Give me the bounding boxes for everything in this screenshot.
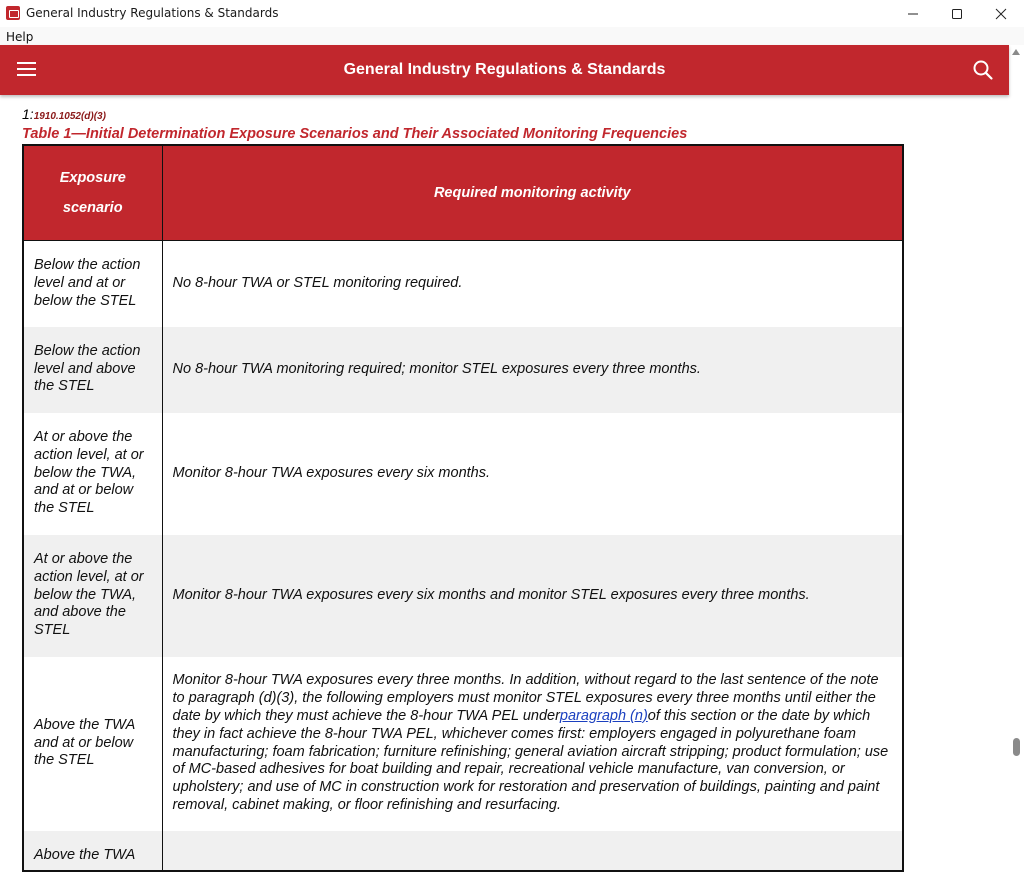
scroll-thumb[interactable]	[1013, 738, 1020, 756]
close-icon	[995, 8, 1007, 20]
activity-cell: Monitor 8-hour TWA exposures every six months and monitor STEL exposures every three months.	[162, 535, 903, 657]
scenario-cell: At or above the action level, at or below the TWA, and at or below the STEL	[23, 413, 162, 535]
vertical-scrollbar[interactable]	[1009, 45, 1024, 849]
table-caption: Table 1—Initial Determination Exposure Scenarios and Their Associated Monitoring Frequencies	[22, 126, 688, 142]
scroll-up-arrow-icon[interactable]	[1012, 49, 1020, 55]
menu-bar	[0, 27, 1024, 45]
activity-text-after: of this section or the date by which they in fact achieve the 8-hour TWA PEL, whichever comes first: employers engaged in polyurethane foam manufacturing; foam fabrication; furniture refinishing; general aviation aircraft stripping; product formulation; use of MC-based adhesives for boat building and repair, recreational vehicle manufacture, van conversion, or upholstery; and use of MC in construction work for restoration and preservation of buildings, painting and paint removal, cabinet making, or floor refinishing and resurfacing.	[172, 707, 889, 813]
scenario-cell: Above the TWA	[23, 831, 162, 871]
scenario-cell: Below the action level and at or below the STEL	[23, 241, 162, 327]
table-row	[23, 241, 903, 327]
close-button[interactable]	[979, 0, 1023, 27]
ref-id: 1910.1052(d)(3)	[33, 111, 106, 122]
table-row	[23, 413, 903, 535]
scenario-cell: At or above the action level, at or below the TWA, and above the STEL	[23, 535, 162, 657]
activity-text-before: Monitor 8-hour TWA exposures every three months. In addition, without regard to the last sentence of the note to paragraph (d)(3), the following employers must monitor STEL exposures every three months until either the date by which they must achieve the 8-hour TWA PEL under	[172, 672, 879, 724]
window-title: General Industry Regulations & Standards	[26, 6, 279, 20]
activity-cell: No 8-hour TWA monitoring required; monitor STEL exposures every three months.	[162, 327, 903, 413]
maximize-icon	[951, 8, 963, 20]
section-reference	[22, 106, 106, 122]
activity-cell	[162, 831, 903, 871]
table-row	[23, 657, 903, 831]
scenario-cell: Above the TWA and at or below the STEL	[23, 657, 162, 831]
activity-cell: Monitor 8-hour TWA exposures every six months.	[162, 413, 903, 535]
table-row	[23, 831, 903, 871]
ref-prefix: 1:	[22, 106, 34, 122]
search-icon[interactable]	[972, 59, 994, 81]
table-header-row	[23, 145, 903, 241]
activity-cell	[162, 657, 903, 831]
header-exposure-scenario: Exposure scenario	[23, 145, 162, 241]
minimize-icon	[907, 8, 919, 20]
window-title-bar	[0, 0, 1024, 27]
header-required-activity: Required monitoring activity	[162, 145, 903, 241]
scenario-cell: Below the action level and above the STEL	[23, 327, 162, 413]
menu-help[interactable]: Help	[6, 30, 34, 44]
paragraph-n-link[interactable]: paragraph (n)	[559, 707, 648, 724]
app-book-icon	[6, 6, 20, 20]
activity-cell: No 8-hour TWA or STEL monitoring required.	[162, 241, 903, 327]
exposure-table	[22, 144, 904, 872]
header-title: General Industry Regulations & Standards	[343, 61, 666, 78]
table-row	[23, 327, 903, 413]
table-row	[23, 535, 903, 657]
app-header	[0, 45, 1009, 95]
content-area	[0, 95, 1009, 863]
minimize-button[interactable]	[891, 0, 935, 27]
maximize-button[interactable]	[935, 0, 979, 27]
